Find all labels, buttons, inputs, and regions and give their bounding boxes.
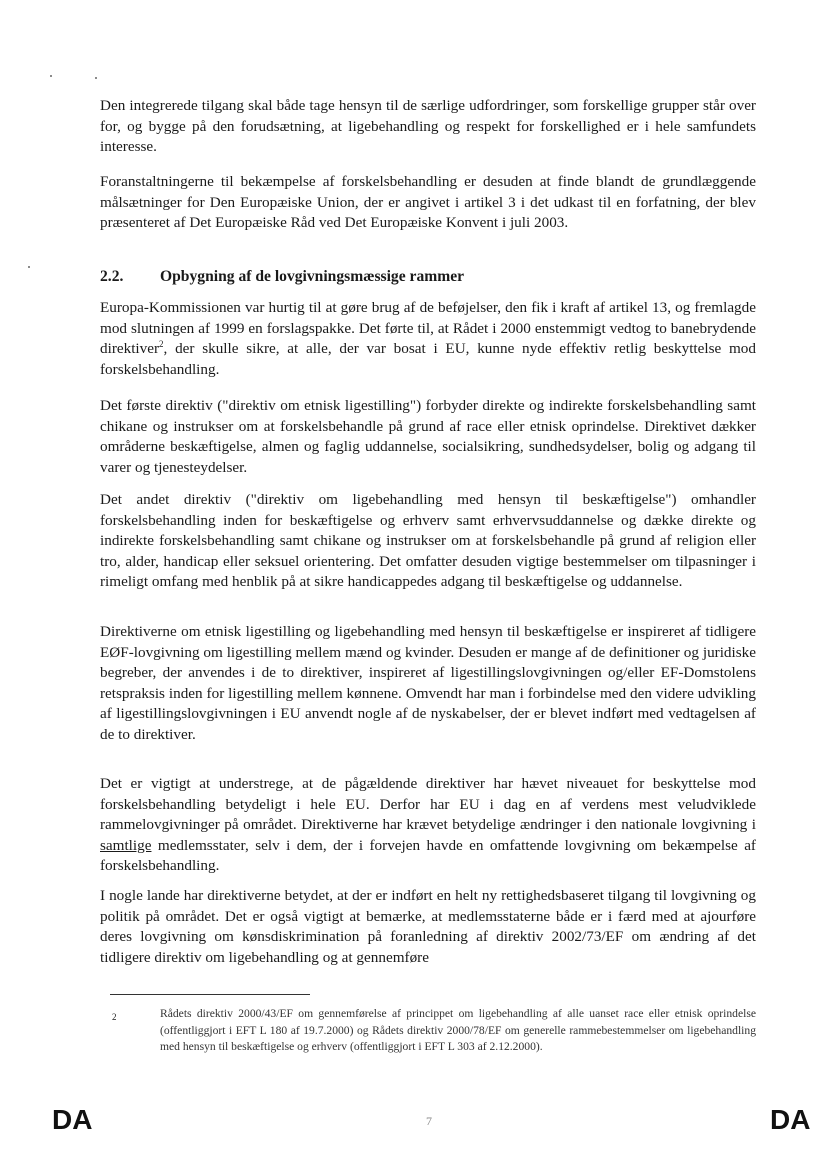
paragraph-rights-based: I nogle lande har direktiverne betydet, at der er indført en helt ny rettighedsbaseret tilgang til lovgivning og politik på området. Det er også vigtigt at bemærke, at medlemsstaterne både er i færd med at ajourføre deres lovgivning om kønsdiskrimination på foranledning af direktiv 2002/73/EF om ændring af det tidligere direktiv om ligebehandling og at gennemføre (100, 887, 756, 966)
paragraph-commission (100, 298, 756, 380)
scan-speck (95, 77, 97, 79)
paragraph-measures: Foranstaltningerne til bekæmpelse af forskelsbehandling er desuden at finde blandt de grundlæggende målsætninger for Den Europæiske Union, der er angivet i artikel 3 i det udkast til en forfatning, der blev præsenteret af Det Europæiske Råd ved Det Europæiske Konvent i juli 2003. (100, 173, 756, 232)
paragraph-text: Europa-Kommissionen var hurtig til at gøre brug af de beføjelser, den fik i kraft af artikel 13, og fremlagde mod slutningen af 1999 en forslagspakke. Det førte til, at Rådet i 2000 enstemmigt vedtog to banebrydende direktiver (100, 299, 756, 358)
language-code-left: DA (52, 1104, 93, 1135)
footnote-separator (110, 994, 310, 995)
paragraph-text: Det er vigtigt at understrege, at de pågældende direktiver har hævet niveauet for beskyttelse mod forskelsbehandling betydeligt i hele EU. Derfor har EU i dag en af verdens mest veludviklede rammelovgivninger på området. Direktiverne har krævet betydelige ændringer i den nationale lovgivning i (100, 775, 756, 834)
footnote-mark: 2 (112, 1012, 117, 1022)
footnote-text: Rådets direktiv 2000/43/EF om gennemførelse af princippet om ligebehandling af alle uanset race eller etnisk oprindelse (offentliggjort i EFT L 180 af 19.7.2000) og Rådets direktiv 2000/78/EF om generelle rammebestemmelser om ligebehandling med hensyn til beskæftigelse og erhverv (offentliggjort i EFT L 303 af 2.12.2000). (160, 1007, 756, 1053)
page-number: 7 (426, 1114, 432, 1128)
section-title: Opbygning af de lovgivningsmæssige rammer (160, 268, 465, 285)
paragraph-text: medlemsstater, selv i dem, der i forvejen havde en omfattende lovgivning om bekæmpelse af forskelsbehandling. (100, 836, 756, 875)
paragraph-first-directive: Det første direktiv ("direktiv om etnisk ligestilling") forbyder direkte og indirekte forskelsbehandling samt chikane og instrukser om at forskelsbehandle på grund af race eller etnisk oprindelse. Direktivet dækker områderne beskæftigelse, almen og faglig uddannelse, socialsikring, sundhedsydelser, bolig og adgang til varer og tjenesteydelser. (100, 397, 756, 476)
paragraph-text: , der skulle sikre, at alle, der var bosat i EU, kunne nyde effektiv retlig beskyttelse mod forskelsbehandling. (100, 340, 756, 378)
section-number: 2.2. (100, 268, 124, 285)
paragraph-second-directive: Det andet direktiv ("direktiv om ligebehandling med hensyn til beskæftigelse") omhandler forskelsbehandling inden for beskæftigelse og erhverv samt erhvervsuddannelse og dække direkte og indirekte forskelsbehandling samt chikane og instrukser om at forskelsbehandle på grund af religion eller tro, alder, handicap eller seksuel orientering. Det omfatter desuden vigtige bestemmelser om tilpasninger i rimeligt omfang med henblik på at sikre handicappedes adgang til beskæftigelse og uddannelse. (100, 491, 756, 591)
language-code-right: DA (770, 1104, 811, 1135)
scan-speck (28, 266, 30, 268)
paragraph-importance (100, 774, 756, 877)
section-heading (100, 268, 464, 286)
paragraph-inspiration: Direktiverne om etnisk ligestilling og ligebehandling med hensyn til beskæftigelse er inspireret af tidligere EØF-lovgivning om ligestilling mellem mænd og kvinder. Desuden er mange af de definitioner og juridiske begreber, der anvendes i de to direktiver, inspireret af ligestillingslovgivningen og/eller EF-Domstolens retspraksis inden for ligestilling mellem kønnene. Omvendt har man i forbindelse med den videre udvikling af ligestillingslovgivningen i EU anvendt nogle af de nyskabelser, der er blevet indført med vedtagelsen af de to direktiver. (100, 623, 756, 743)
scan-speck (50, 75, 52, 77)
paragraph-integrated-approach: Den integrerede tilgang skal både tage hensyn til de særlige udfordringer, som forskellige grupper står over for, og bygge på den forudsætning, at ligebehandling og respekt for forskellighed er i hele samfundets interesse. (100, 97, 756, 156)
underlined-word: samtlige (100, 836, 152, 854)
footnote-reference: 2 (159, 339, 164, 350)
